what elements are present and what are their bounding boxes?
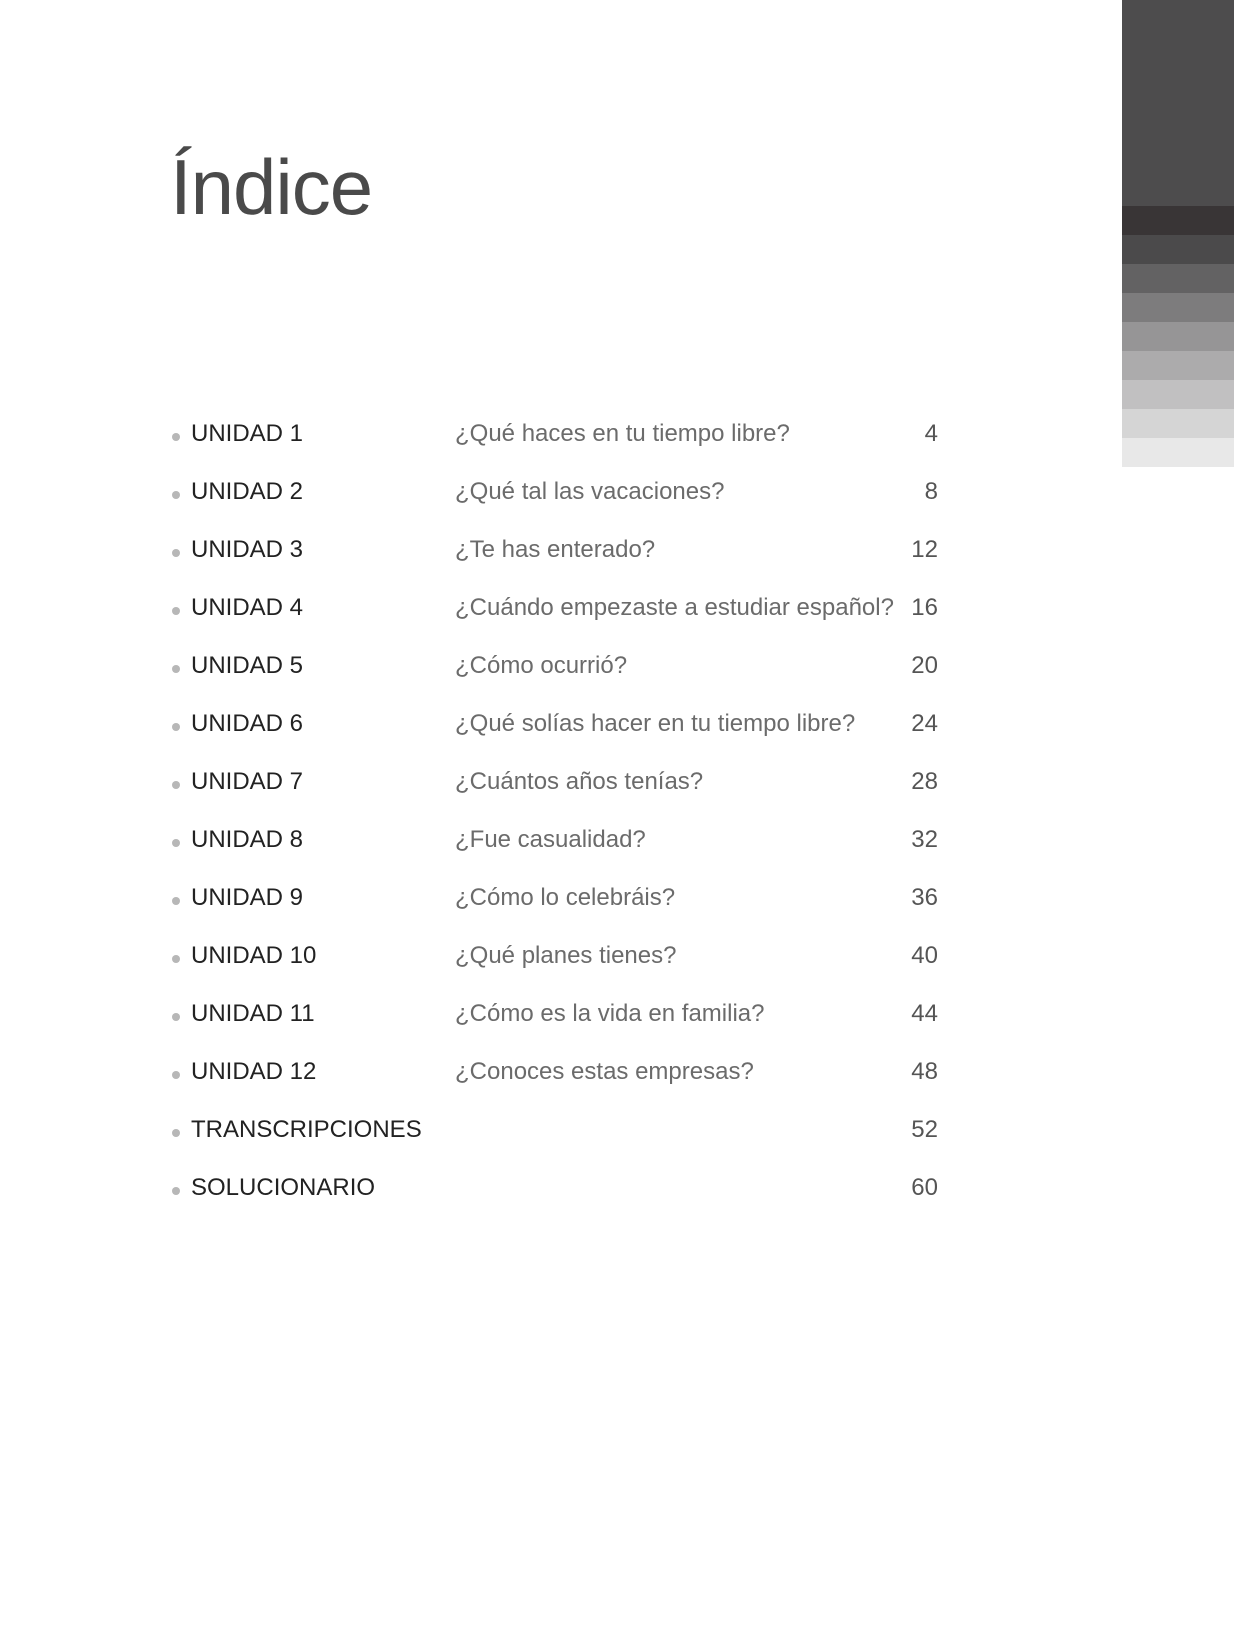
toc-topic: ¿Qué solías hacer en tu tiempo libre? bbox=[455, 710, 856, 737]
tab-step bbox=[1122, 293, 1234, 322]
toc-topic: ¿Cómo lo celebráis? bbox=[455, 884, 676, 911]
toc-page-number: 12 bbox=[911, 536, 938, 563]
toc-page-number: 28 bbox=[911, 768, 938, 795]
tab-step bbox=[1122, 322, 1234, 351]
gray-tab-strip bbox=[1122, 0, 1234, 467]
toc-page-number: 52 bbox=[911, 1116, 938, 1143]
toc-entry-unidad-6[interactable] bbox=[172, 710, 938, 768]
toc-unit-label: SOLUCIONARIO bbox=[191, 1174, 376, 1201]
bullet-icon bbox=[172, 1129, 180, 1137]
toc-page-number: 48 bbox=[911, 1058, 938, 1085]
tab-step bbox=[1122, 206, 1234, 235]
toc-unit-label: UNIDAD 3 bbox=[191, 536, 304, 563]
bullet-icon bbox=[172, 723, 180, 731]
toc-entry-unidad-8[interactable] bbox=[172, 826, 938, 884]
toc-page-number: 16 bbox=[911, 594, 938, 621]
toc-topic: ¿Cuándo empezaste a estudiar español? bbox=[455, 594, 894, 621]
toc-unit-label: UNIDAD 9 bbox=[191, 884, 304, 911]
toc-entry-transcripciones[interactable] bbox=[172, 1116, 938, 1174]
toc-entry-unidad-2[interactable] bbox=[172, 478, 938, 536]
bullet-icon bbox=[172, 839, 180, 847]
bullet-icon bbox=[172, 491, 180, 499]
tab-step bbox=[1122, 235, 1234, 264]
toc-unit-label: UNIDAD 10 bbox=[191, 942, 317, 969]
toc-page-number: 60 bbox=[911, 1174, 938, 1201]
toc-entry-unidad-10[interactable] bbox=[172, 942, 938, 1000]
bullet-icon bbox=[172, 549, 180, 557]
tab-step bbox=[1122, 409, 1234, 438]
toc-page-number: 24 bbox=[911, 710, 938, 737]
toc-entry-unidad-9[interactable] bbox=[172, 884, 938, 942]
toc-entry-unidad-12[interactable] bbox=[172, 1058, 938, 1116]
toc-topic: ¿Qué haces en tu tiempo libre? bbox=[455, 420, 790, 447]
toc-unit-label: UNIDAD 2 bbox=[191, 478, 304, 505]
toc-page-number: 36 bbox=[911, 884, 938, 911]
toc-page-number: 40 bbox=[911, 942, 938, 969]
toc-unit-label: UNIDAD 4 bbox=[191, 594, 304, 621]
bullet-icon bbox=[172, 607, 180, 615]
bullet-icon bbox=[172, 665, 180, 673]
toc-unit-label: UNIDAD 5 bbox=[191, 652, 304, 679]
toc-topic: ¿Te has enterado? bbox=[455, 536, 656, 563]
toc-entry-unidad-3[interactable] bbox=[172, 536, 938, 594]
bullet-icon bbox=[172, 955, 180, 963]
toc-entry-unidad-1[interactable] bbox=[172, 420, 938, 478]
tab-step bbox=[1122, 351, 1234, 380]
table-of-contents bbox=[172, 420, 938, 1232]
tab-step bbox=[1122, 438, 1234, 467]
tab-step bbox=[1122, 264, 1234, 293]
bullet-icon bbox=[172, 897, 180, 905]
toc-page-number: 44 bbox=[911, 1000, 938, 1027]
toc-entry-solucionario[interactable] bbox=[172, 1174, 938, 1232]
toc-page-number: 8 bbox=[924, 478, 938, 505]
toc-topic: ¿Cuántos años tenías? bbox=[455, 768, 704, 795]
bullet-icon bbox=[172, 1013, 180, 1021]
bullet-icon bbox=[172, 781, 180, 789]
toc-topic: ¿Qué planes tienes? bbox=[455, 942, 677, 969]
bullet-icon bbox=[172, 1071, 180, 1079]
toc-page-number: 20 bbox=[911, 652, 938, 679]
toc-unit-label: TRANSCRIPCIONES bbox=[191, 1116, 422, 1143]
toc-page-number: 32 bbox=[911, 826, 938, 853]
toc-topic: ¿Qué tal las vacaciones? bbox=[455, 478, 725, 505]
toc-unit-label: UNIDAD 11 bbox=[191, 1000, 315, 1027]
toc-unit-label: UNIDAD 6 bbox=[191, 710, 304, 737]
toc-entry-unidad-7[interactable] bbox=[172, 768, 938, 826]
toc-topic: ¿Cómo ocurrió? bbox=[455, 652, 628, 679]
toc-unit-label: UNIDAD 8 bbox=[191, 826, 304, 853]
toc-unit-label: UNIDAD 7 bbox=[191, 768, 304, 795]
toc-page-number: 4 bbox=[924, 420, 938, 447]
toc-topic: ¿Conoces estas empresas? bbox=[455, 1058, 754, 1085]
toc-entry-unidad-11[interactable] bbox=[172, 1000, 938, 1058]
bullet-icon bbox=[172, 433, 180, 441]
toc-unit-label: UNIDAD 12 bbox=[191, 1058, 317, 1085]
page-title: Índice bbox=[170, 143, 373, 231]
toc-topic: ¿Fue casualidad? bbox=[455, 826, 646, 853]
tab-step bbox=[1122, 380, 1234, 409]
toc-entry-unidad-5[interactable] bbox=[172, 652, 938, 710]
toc-topic: ¿Cómo es la vida en familia? bbox=[455, 1000, 765, 1027]
toc-unit-label: UNIDAD 1 bbox=[191, 420, 304, 447]
toc-entry-unidad-4[interactable] bbox=[172, 594, 938, 652]
bullet-icon bbox=[172, 1187, 180, 1195]
tab-block-top bbox=[1122, 0, 1234, 206]
